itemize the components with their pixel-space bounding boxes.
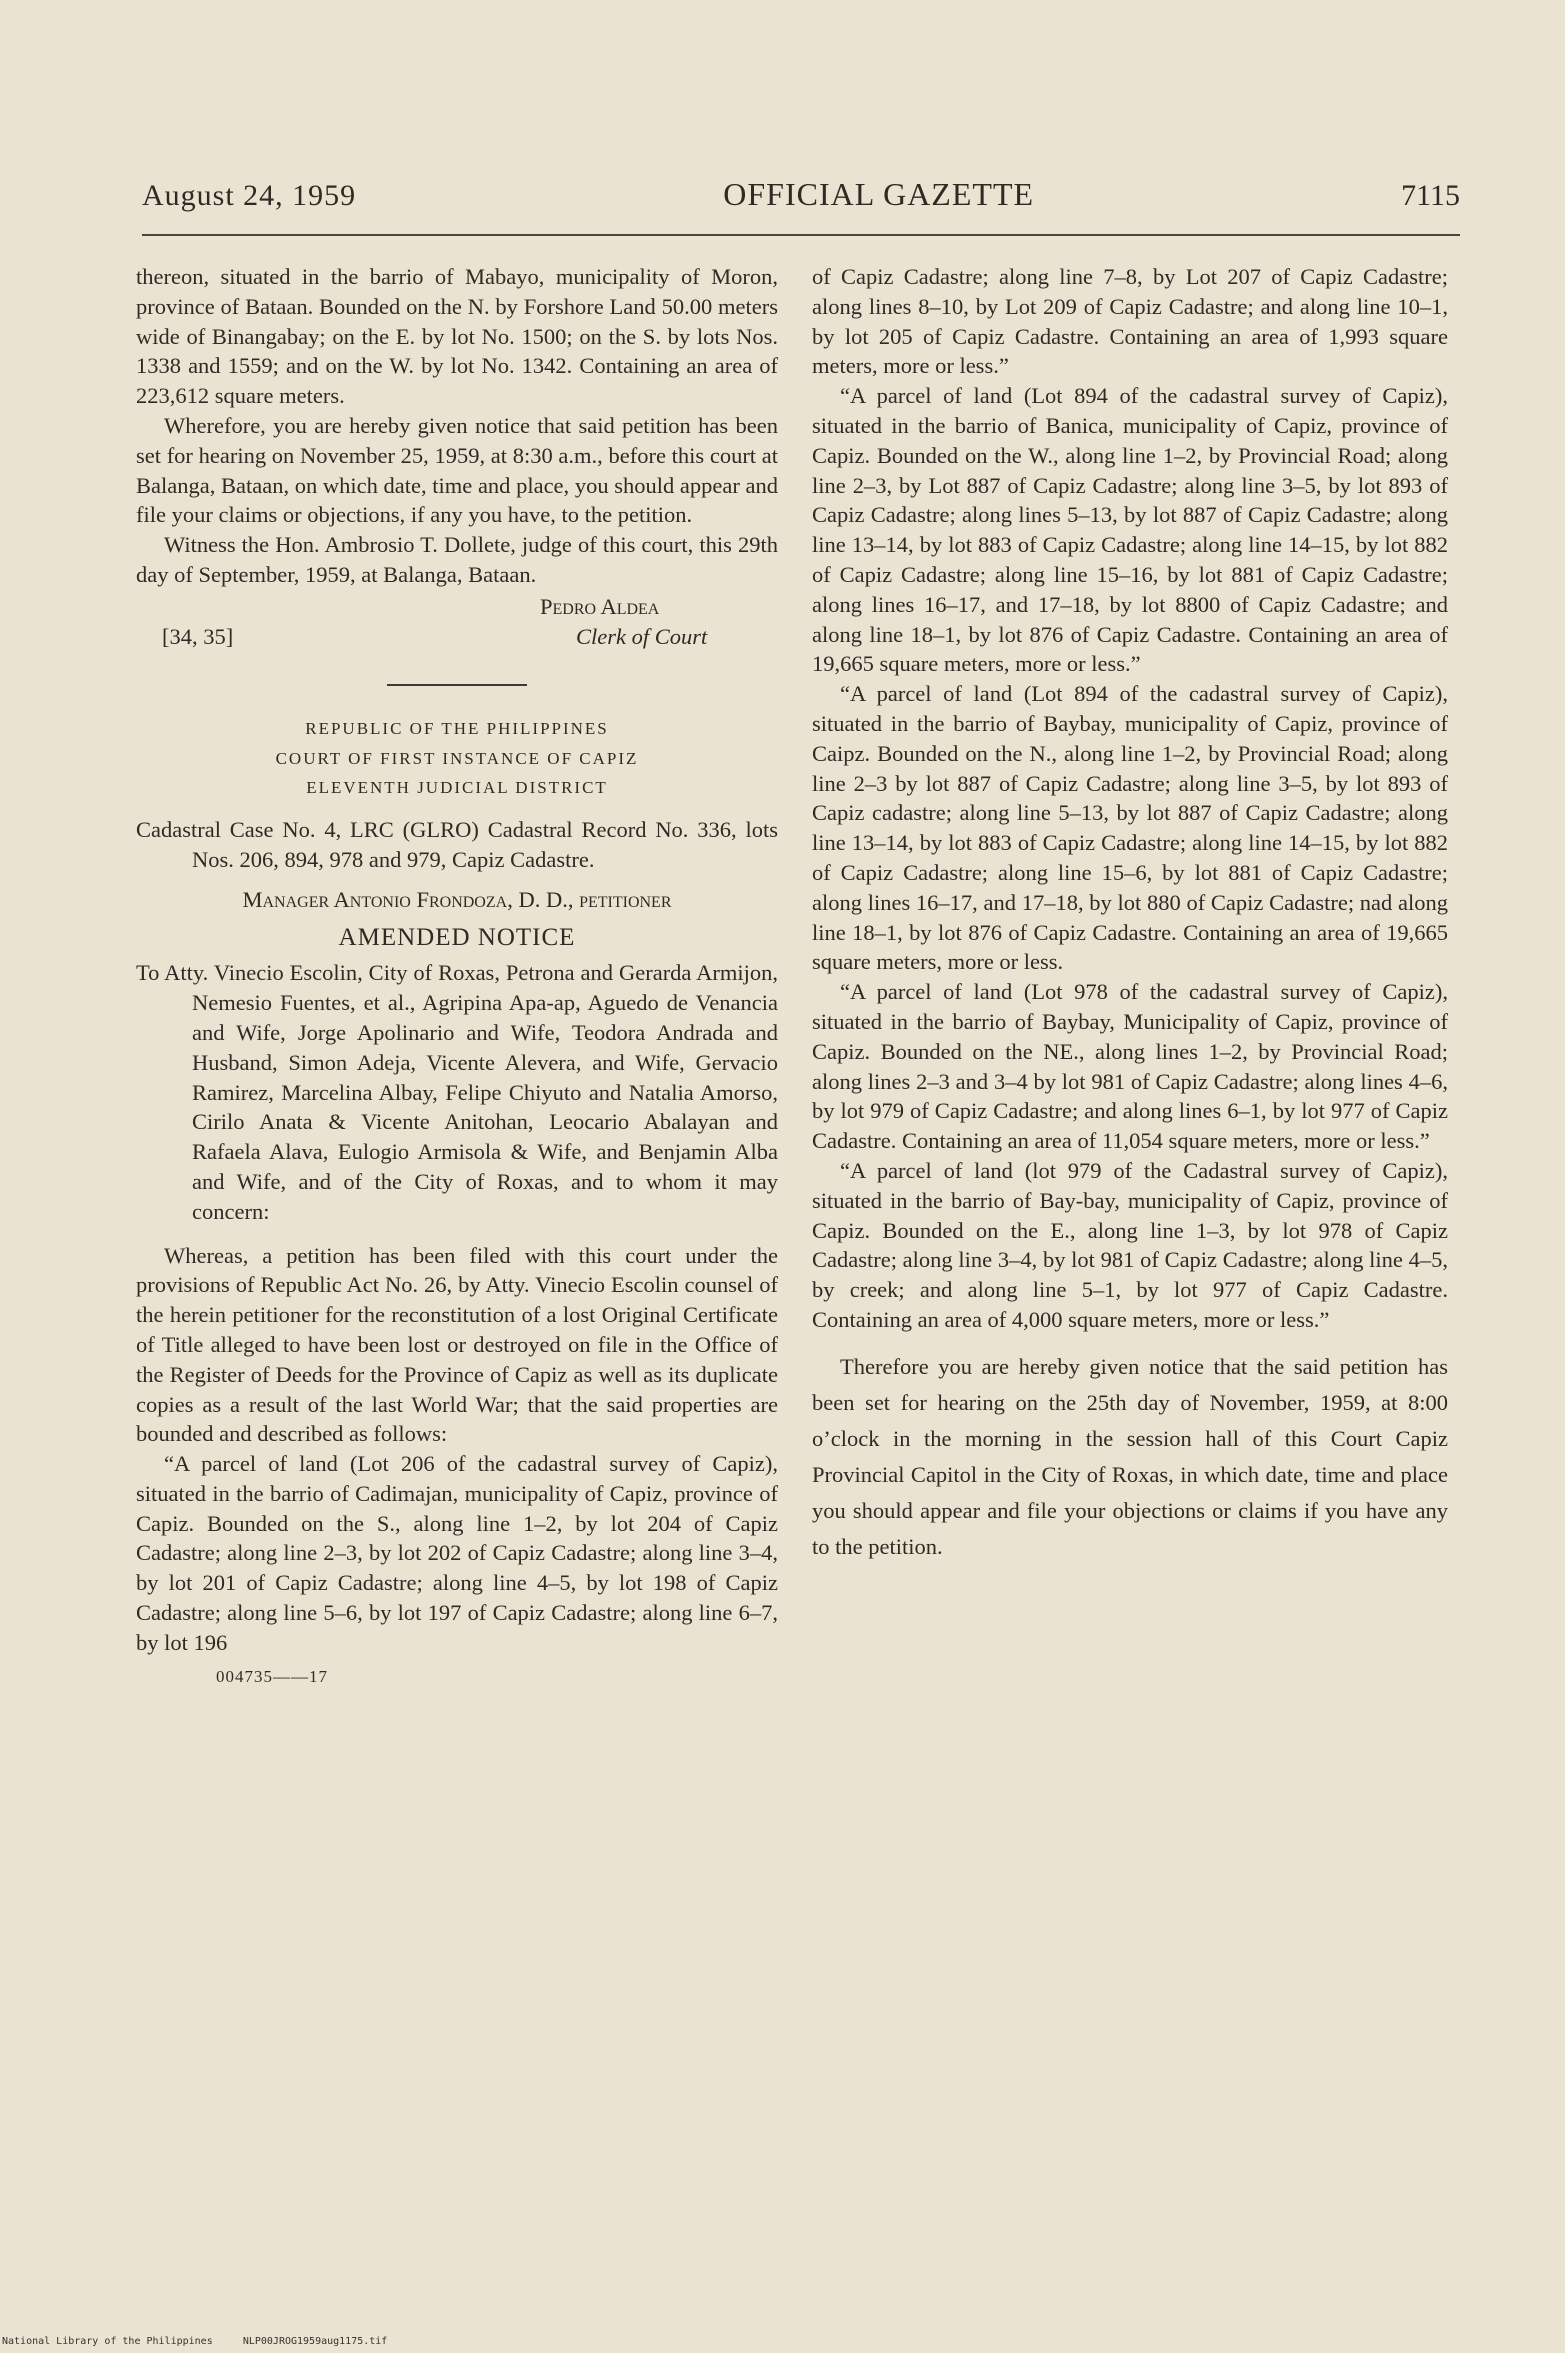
paragraph: “A parcel of land (lot 979 of the Cadastral survey of Capiz), situated in the barrio of Bay-bay, municipality of Capiz, province of Capiz. Bounded on the E., along line 1–3, by lot 978 of Capiz Cadastre; along line 3–4, by lot 981 of Capiz Cadastre; along line 4–5, by creek; and along line 5–1, by lot 977 of Capiz Cadastre. Containing an area of 4,000 square meters, more or less.” [812,1157,1448,1332]
section-divider [387,684,527,686]
court-line: ELEVENTH JUDICIAL DISTRICT [306,778,608,798]
signature-name: Pedro Aldea [540,593,660,619]
paragraph: of Capiz Cadastre; along line 7–8, by Lot 207 of Capiz Cadastre; along lines 8–10, by Lot 209 of Capiz Cadastre; and along line 10–1, by lot 205 of Capiz Cadastre. Containing an area of 1,993 square meters, more or less.” [812,264,1448,379]
publication-title: OFFICIAL GAZETTE [723,176,1035,212]
paragraph: Whereas, a petition has been filed with this court under the provisions of Republic Act No. 26, by Atty. Vinecio Escolin counsel of the herein petitioner for the reconstitution of a lost Original Certificate of Title alleged to have been lost or destroyed on file in the Office of the Register of Deeds for the Province of Capiz as well as its duplicate copies as a result of the last World War; that the said properties are bounded and described as follows: [136,1242,778,1447]
issue-date: August 24, 1959 [142,179,357,212]
paragraph: Therefore you are hereby given notice that the said petition has been set for hearing on the 25th day of November, 1959, at 8:00 o’clock in the morning in the session hall of this Court Capiz Provincial Capitol in the City of Roxas, in which date, time and place you should appear and file your objections or claims if you have any to the petition. [812,1353,1448,1559]
page-number: 7115 [1401,179,1460,212]
scan-credit: National Library of the Philippines NLP00JROG1959aug1175.tif [2,2336,388,2347]
paragraph: “A parcel of land (Lot 978 of the cadastral survey of Capiz), situated in the barrio of Baybay, Municipality of Capiz, province of Capiz. Bounded on the NE., along lines 1–2, by Provincial Road; along lines 2–3 and 3–4 by lot 981 of Capiz Cadastre; along lines 4–6, by lot 979 of Capiz Cadastre; and along lines 6–1, by lot 977 of Capiz Cadastre. Containing an area of 11,054 square meters, more or less.” [812,979,1448,1154]
left-column [136,262,778,1691]
addressee-list: To Atty. Vinecio Escolin, City of Roxas, Petrona and Gerarda Armijon, Nemesio Fuentes, et al., Agripina Apa-ap, Aguedo de Venancia and Wife, Jorge Apolinario and Wife, Teodora Andrada and Husband, Simon Adeja, Vicente Alevera, and Wife, Gervacio Ramirez, Marcelina Albay, Felipe Chiyuto and Natalia Amorso, Cirilo Anata & Vicente Anitohan, Leocario Abalayan and Rafaela Alava, Eulogio Armisola & Wife, and Benjamin Alba and Wife, and of the City of Roxas, and to whom it may concern: [136,960,778,1224]
signature-title: Clerk of Court [576,623,708,649]
page-header [142,176,1460,224]
paragraph: “A parcel of land (Lot 206 of the cadastral survey of Capiz), situated in the barrio of Cadimajan, municipality of Capiz, province of Capiz. Bounded on the S., along line 1–2, by lot 204 of Capiz Cadastre; along line 2–3, by lot 202 of Capiz Cadastre; along line 3–4, by lot 201 of Capiz Cadastre; along line 4–5, by lot 198 of Capiz Cadastre; along line 5–6, by lot 197 of Capiz Cadastre; along line 6–7, by lot 196 [136,1451,778,1655]
print-code: 004735——17 [216,1666,328,1686]
reference-number: [34, 35] [162,623,234,649]
header-rule [142,234,1460,236]
right-column [812,262,1448,1565]
paragraph: “A parcel of land (Lot 894 of the cadastral survey of Capiz), situated in the barrio of Baybay, municipality of Capiz, province of Caipz. Bounded on the N., along line 1–2, by Provincial Road; along line 2–3 by lot 887 of Capiz Cadastre; along line 3–5, by lot 893 of Capiz cadastre; along line 5–13, by lot 887 of Capiz Cadastre; along line 13–14, by lot 883 of Capiz Cadastre; along line 14–15, by lot 882 of Capiz Cadastre; along line 15–6, by lot 881 of Capiz Cadastre; along lines 16–17, and 17–18, by lot 880 of Capiz Cadastre; nad along line 18–1, by lot 876 of Capiz Cadastre. Containing an area of 19,665 square meters, more or less. [812,681,1448,975]
court-line: COURT OF FIRST INSTANCE OF CAPIZ [275,748,639,768]
notice-title: AMENDED NOTICE [338,923,576,951]
paragraph: Wherefore, you are hereby given notice that said petition has been set for hearing on November 25, 1959, at 8:30 a.m., before this court at Balanga, Bataan, on which date, time and place, you should appear and file your claims or objections, if any you have, to the petition. [136,412,778,528]
case-caption: Cadastral Case No. 4, LRC (GLRO) Cadastral Record No. 336, lots Nos. 206, 894, 978 and 979, Capiz Cadastre. [136,817,778,872]
paragraph: Witness the Hon. Ambrosio T. Dollete, judge of this court, this 29th day of September, 1959, at Balanga, Bataan. [136,532,778,587]
paragraph: “A parcel of land (Lot 894 of the cadastral survey of Capiz), situated in the barrio of Banica, municipality of Capiz, province of Capiz. Bounded on the W., along line 1–2, by Provincial Road; along line 2–3, by Lot 887 of Capiz Cadastre; along line 3–5, by lot 893 of Capiz Cadastre; along lines 5–13, by lot 887 of Capiz Cadastre; along line 13–14, by lot 883 of Capiz Cadastre; along line 14–15, by lot 882 of Capiz Cadastre; along line 15–16, by lot 881 of Capiz Cadastre; along lines 16–17, and 17–18, by lot 8800 of Capiz Cadastre; and along line 18–1, by lot 876 of Capiz Cadastre. Containing an area of 19,665 square meters, more or less.” [812,383,1448,677]
court-line: REPUBLIC OF THE PHILIPPINES [305,718,609,738]
petitioner-line: Manager Antonio Frondoza, D. D., petitioner [242,886,672,912]
paragraph: thereon, situated in the barrio of Mabayo, municipality of Moron, province of Bataan. Bounded on the N. by Forshore Land 50.00 meters wide of Binangabay; on the E. by lot No. 1500; on the S. by lots Nos. 1338 and 1559; and on the W. by lot No. 1342. Containing an area of 223,612 square meters. [136,264,778,409]
court-heading [136,714,778,803]
signature-block [136,592,778,658]
